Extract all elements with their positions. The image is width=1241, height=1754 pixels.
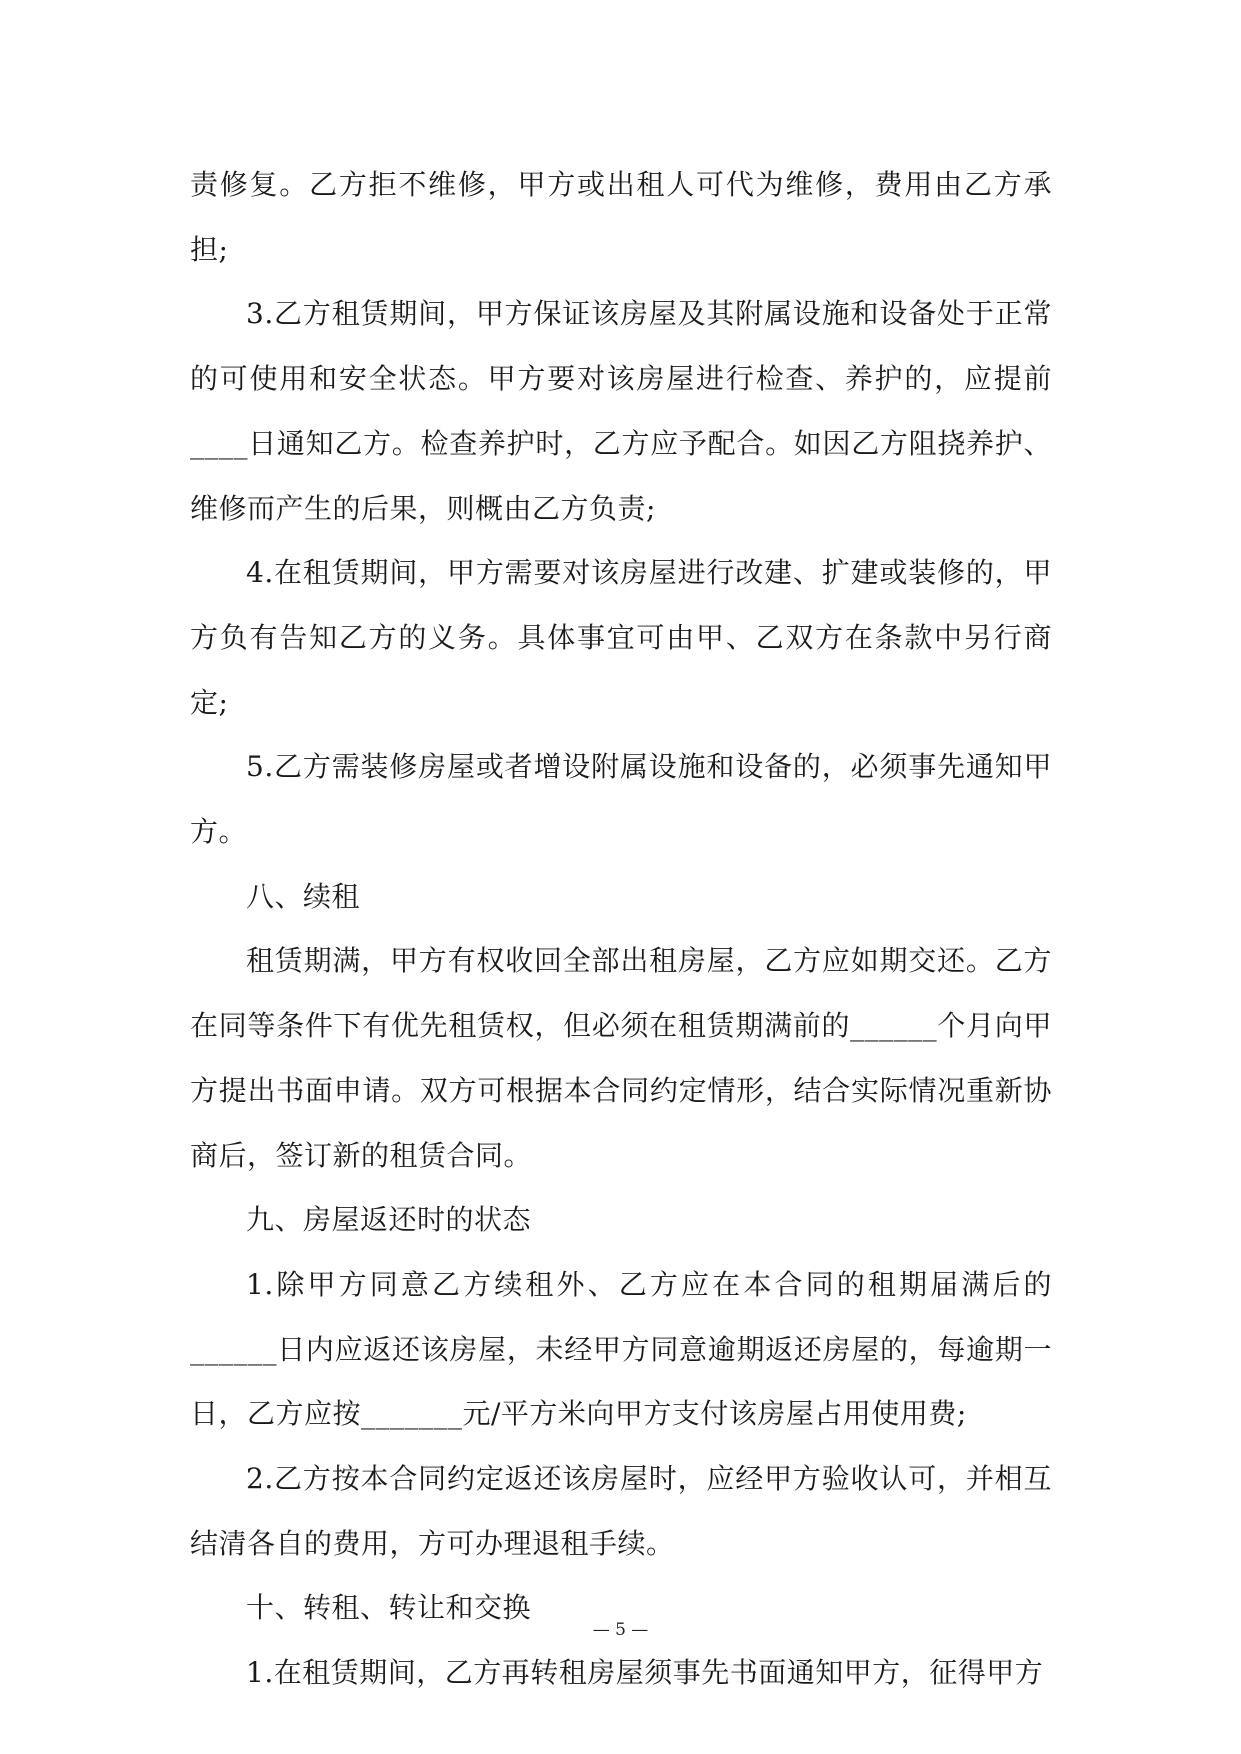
paragraph-return-clause-1: 1.除甲方同意乙方续租外、乙方应在本合同的租期届满后的______日内应返还该房屋，未经甲方同意逾期返还房屋的，每逾期一日，乙方应按_______元/平方米向甲方支付该房屋占用使用费;: [190, 1267, 1052, 1431]
paragraph-repair-continuation: 责修复。乙方拒不维修，甲方或出租人可代为维修，费用由乙方承担;: [190, 168, 1052, 266]
page-number: — 5 —: [592, 1620, 649, 1640]
paragraph-return-clause-2: 2.乙方按本合同约定返还该房屋时，应经甲方验收认可，并相互结清各自的费用，方可办理退租手续。: [190, 1462, 1052, 1560]
section-heading-return-state: 九、房屋返还时的状态: [246, 1203, 532, 1237]
paragraph-clause-5: 5.乙方需装修房屋或者增设附属设施和设备的，必须事先通知甲方。: [190, 750, 1052, 849]
paragraph-sublease-clause-1: 1.在租赁期间，乙方再转租房屋须事先书面通知甲方，征得甲方: [246, 1656, 1044, 1690]
paragraph-clause-3: 3.乙方租赁期间，甲方保证该房屋及其附属设施和设备处于正常的可使用和安全状态。甲方要对该房屋进行检查、养护的，应提前____日通知乙方。检查养护时，乙方应予配合。如因乙方阻挠养护、维修而产生的后果，则概由乙方负责;: [190, 297, 1052, 525]
section-heading-sublease: 十、转租、转让和交换: [246, 1591, 532, 1625]
body-text: [190, 153, 1052, 1706]
paragraph-renewal: 租赁期满，甲方有权收回全部出租房屋，乙方应如期交还。乙方在同等条件下有优先租赁权，但必须在租赁期满前的______个月向甲方提出书面申请。双方可根据本合同约定情形，结合实际情况重新协商后，签订新的租赁合同。: [190, 944, 1052, 1172]
section-heading-renewal: 八、续租: [246, 879, 361, 913]
paragraph-clause-4: 4.在租赁期间，甲方需要对该房屋进行改建、扩建或装修的，甲方负有告知乙方的义务。具体事宜可由甲、乙双方在条款中另行商定;: [190, 556, 1052, 719]
